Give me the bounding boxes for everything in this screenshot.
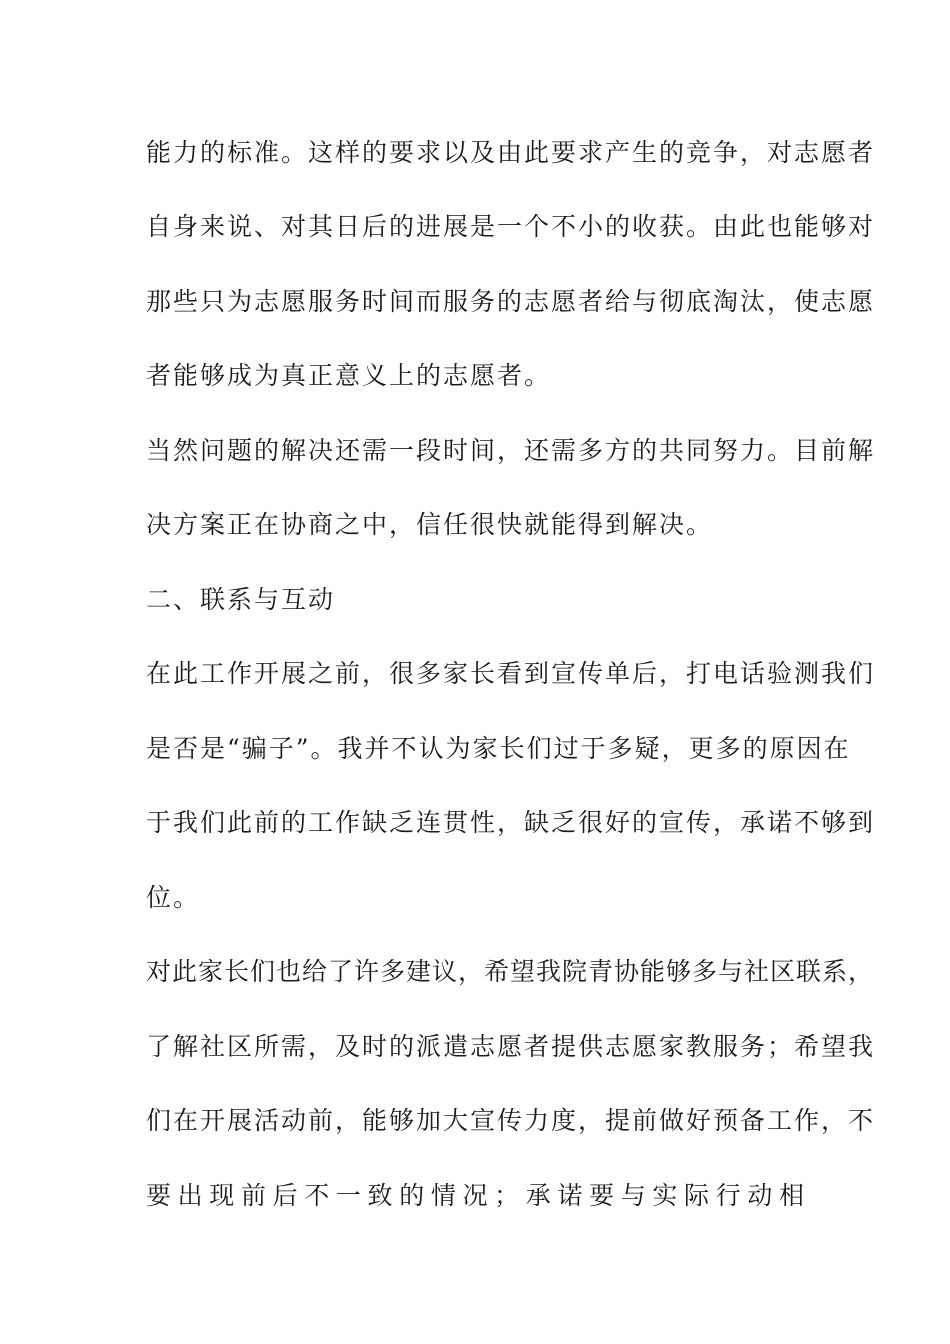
text-line: 们在开展活动前，能够加大宣传力度，提前做好预备工作，不: [146, 1106, 876, 1135]
text-line: 位。: [146, 883, 201, 912]
text-line: 了解社区所需，及时的派遣志愿者提供志愿家教服务；希望我: [146, 1032, 876, 1061]
text-line: 在此工作开展之前，很多家长看到宣传单后，打电话验测我们: [146, 659, 876, 688]
text-line: 者能够成为真正意义上的志愿者。: [146, 361, 552, 390]
text-line: 于我们此前的工作缺乏连贯性，缺乏很好的宣传，承诺不够到: [146, 808, 876, 837]
text-line: 那些只为志愿服务时间而服务的志愿者给与彻底淘汰，使志愿: [146, 287, 876, 316]
text-line: 当然问题的解决还需一段时间，还需多方的共同努力。目前解: [146, 436, 876, 465]
text-line: 能力的标准。这样的要求以及由此要求产生的竞争，对志愿者: [146, 138, 876, 167]
text-line: 要出现前后不一致的情况；承诺要与实际行动相: [146, 1181, 806, 1210]
text-line: 自身来说、对其日后的进展是一个不小的收获。由此也能够对: [146, 212, 876, 241]
section-heading: 二、联系与互动: [146, 585, 336, 614]
text-line: 对此家长们也给了许多建议，希望我院青协能够多与社区联系，: [146, 957, 875, 986]
text-line: 决方案正在协商之中，信任很快就能得到解决。: [146, 510, 714, 539]
text-line: 是否是“骗子”。我并不认为家长们过于多疑，更多的原因在: [146, 734, 851, 763]
